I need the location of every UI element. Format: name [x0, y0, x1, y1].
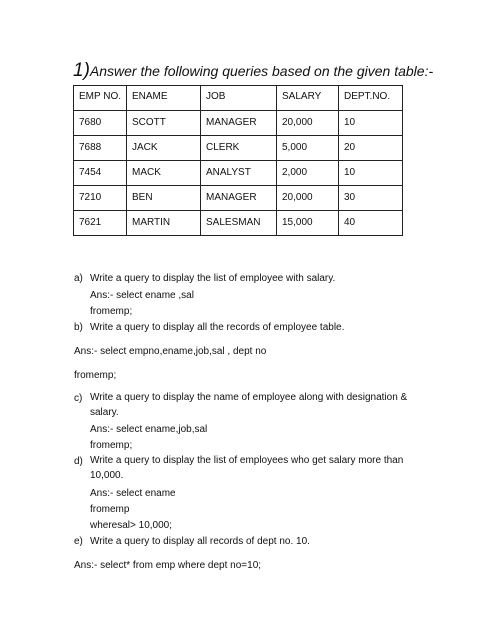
cell-emp-no: 7680 [74, 111, 127, 136]
question-b-label: b) [74, 322, 83, 333]
question-b-text: Write a query to display all the records of employee table. [90, 322, 345, 333]
answer-d-line-3: wheresal> 10,000; [90, 520, 173, 531]
cell-ename: SCOTT [127, 111, 201, 136]
cell-salary: 15,000 [277, 211, 339, 236]
cell-salary: 20,000 [277, 111, 339, 136]
answer-c-line-2: fromemp; [90, 440, 133, 451]
cell-job: SALESMAN [201, 211, 277, 236]
cell-job: MANAGER [201, 186, 277, 211]
cell-dept-no: 10 [339, 161, 403, 186]
cell-ename: MARTIN [127, 211, 201, 236]
table-row [74, 186, 403, 211]
cell-emp-no: 7454 [74, 161, 127, 186]
cell-ename: BEN [127, 186, 201, 211]
page-heading [73, 60, 433, 82]
header-dept-no: DEPT.NO. [339, 86, 403, 111]
question-a-text: Write a query to display the list of employee with salary. [90, 273, 336, 284]
table-header-row [74, 86, 403, 111]
answer-d-line-2: fromemp [90, 504, 130, 515]
cell-salary: 2,000 [277, 161, 339, 186]
question-a-label: a) [74, 273, 83, 284]
question-e-label: e) [74, 536, 83, 547]
answer-e-line-1: Ans:- select* from emp where dept no=10; [74, 560, 262, 571]
cell-ename: MACK [127, 161, 201, 186]
answer-a-line-1: Ans:- select ename ,sal [90, 290, 194, 301]
header-job: JOB [201, 86, 277, 111]
cell-dept-no: 40 [339, 211, 403, 236]
answer-b-line-2: fromemp; [74, 370, 117, 381]
cell-dept-no: 10 [339, 111, 403, 136]
employee-table [73, 85, 403, 236]
answer-b-line-1: Ans:- select empno,ename,job,sal , dept no [74, 346, 267, 357]
cell-dept-no: 30 [339, 186, 403, 211]
answer-d-line-1: Ans:- select ename [90, 488, 176, 499]
header-salary: SALARY [277, 86, 339, 111]
question-d-text: Write a query to display the list of employees who get salary more than 10,000. [90, 455, 404, 481]
cell-job: MANAGER [201, 111, 277, 136]
question-e-text: Write a query to display all records of dept no. 10. [90, 536, 310, 547]
cell-ename: JACK [127, 136, 201, 161]
cell-emp-no: 7621 [74, 211, 127, 236]
table-row [74, 136, 403, 161]
cell-salary: 20,000 [277, 186, 339, 211]
cell-job: ANALYST [201, 161, 277, 186]
heading-number: 1) [73, 60, 90, 81]
cell-emp-no: 7210 [74, 186, 127, 211]
question-d-label: d) [74, 456, 83, 467]
cell-job: CLERK [201, 136, 277, 161]
header-emp-no: EMP NO. [74, 86, 127, 111]
table-row [74, 211, 403, 236]
answer-c-line-1: Ans:- select ename,job,sal [90, 424, 208, 435]
answer-a-line-2: fromemp; [90, 306, 133, 317]
heading-text: Answer the following queries based on the given table:- [89, 63, 434, 79]
cell-emp-no: 7688 [74, 136, 127, 161]
cell-dept-no: 20 [339, 136, 403, 161]
table-row [74, 161, 403, 186]
cell-salary: 5,000 [277, 136, 339, 161]
table-row [74, 111, 403, 136]
question-c-label: c) [74, 393, 83, 404]
header-ename: ENAME [127, 86, 201, 111]
question-c-text: Write a query to display the name of employee along with designation & salary. [90, 392, 408, 418]
